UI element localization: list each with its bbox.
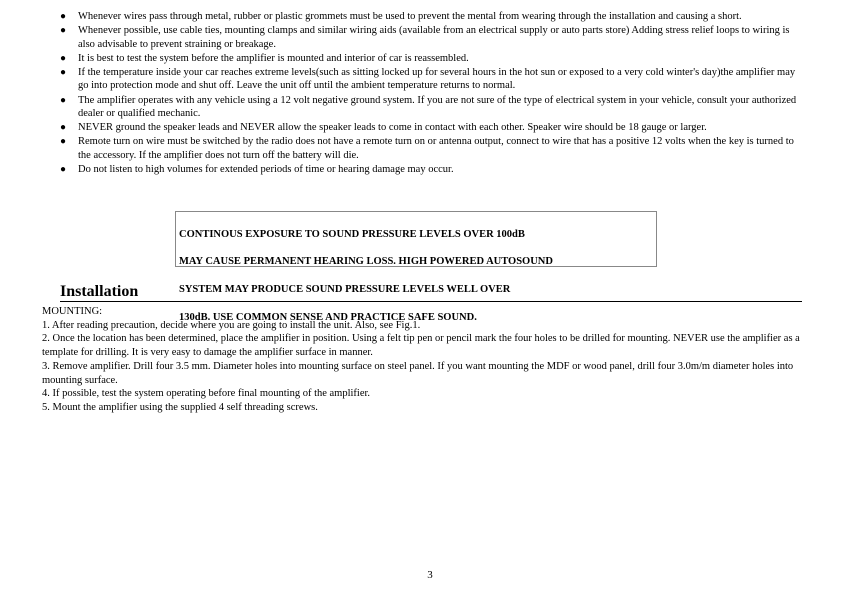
list-item <box>60 10 805 24</box>
page-number: 3 <box>427 569 433 581</box>
precaution-text: Do not listen to high volumes for extended periods of time or hearing damage may occur. <box>78 164 454 176</box>
warning-line: SYSTEM MAY PRODUCE SOUND PRESSURE LEVELS WELL OVER <box>179 283 511 295</box>
precaution-text: If the temperature inside your car reaches extreme levels(such as sitting locked up for several hours in the hot sun or exposed to a very cold winter's day)the amplifier may go into protection mode and shut off. Leave the unit off until the ambient temperature returns to normal. <box>78 66 796 92</box>
bullet-icon: ● <box>60 11 67 22</box>
bullet-icon: ● <box>60 52 67 64</box>
precaution-text: NEVER ground the speaker leads and NEVER allow the speaker leads to come in contact with each other. Speaker wire should be 18 gauge or larger. <box>78 122 707 134</box>
warning-line: CONTINOUS EXPOSURE TO SOUND PRESSURE LEVELS OVER 100dB <box>179 228 525 240</box>
precaution-text: The amplifier operates with any vehicle using a 12 volt negative ground system. If you are not sure of the type of electrical system in your vehicle, consult your authorized dealer or qualified mechanic. <box>78 94 797 120</box>
mounting-step: 4. If possible, test the system operating before final mounting of the amplifier. <box>42 388 371 400</box>
precaution-list <box>60 10 805 177</box>
precaution-text: Remote turn on wire must be switched by the radio does not have a remote turn on or antenna output, connect to wire that has a positive 12 volts when the key is turned to the accessory. If the amplifier does not turn off the battery will die. <box>78 136 794 161</box>
bullet-icon: ● <box>60 25 67 37</box>
bullet-icon: ● <box>60 94 67 106</box>
mounting-step: 1. After reading precaution, decide where you are going to install the unit. Also, see Fig.1. <box>42 319 421 331</box>
bullet-icon: ● <box>60 66 67 78</box>
mounting-step: 2. Once the location has been determined, place the amplifier in position. Using a felt tip pen or pencil mark the four holes to be drilled for mounting. NEVER use the amplifier as a template for drilling. It is very easy to damage the amplifier surface in manner. <box>42 333 800 359</box>
list-item <box>60 163 805 177</box>
list-item <box>60 52 805 66</box>
bullet-icon: ● <box>60 164 67 176</box>
section-title: Installation <box>60 282 802 302</box>
hearing-warning-box <box>175 211 657 323</box>
list-item <box>60 121 805 135</box>
list-item <box>60 94 805 121</box>
warning-line: 130dB. USE COMMON SENSE AND PRACTICE SAFE SOUND. <box>179 311 477 323</box>
bullet-icon: ● <box>60 136 67 148</box>
precaution-text: Whenever wires pass through metal, rubber or plastic grommets must be used to prevent the mental from wearing through the installation and causing a short. <box>78 11 742 22</box>
list-item <box>60 135 805 162</box>
precaution-text: It is best to test the system before the amplifier is mounted and interior of car is reassembled. <box>78 52 469 64</box>
mounting-step: 3. Remove amplifier. Drill four 3.5 mm. Diameter holes into mounting surface on steel panel. If you want mounting the MDF or wood panel, drill four 3.0m/m diameter holes into mounting surface. <box>42 360 794 386</box>
warning-line: MAY CAUSE PERMANENT HEARING LOSS. HIGH POWERED AUTOSOUND <box>179 256 553 268</box>
precaution-text: Whenever possible, use cable ties, mounting clamps and similar wiring aids (available from an electrical supply or auto parts store) Adding stress relief loops to wiring is also advisable to prevent straining or breakage. <box>78 25 790 50</box>
bullet-icon: ● <box>60 122 67 134</box>
list-item <box>60 24 805 51</box>
mounting-step: 5. Mount the amplifier using the supplied 4 self threading screws. <box>42 401 318 413</box>
mounting-instructions <box>42 305 807 415</box>
mounting-heading: MOUNTING: <box>42 306 103 317</box>
list-item <box>60 66 805 93</box>
